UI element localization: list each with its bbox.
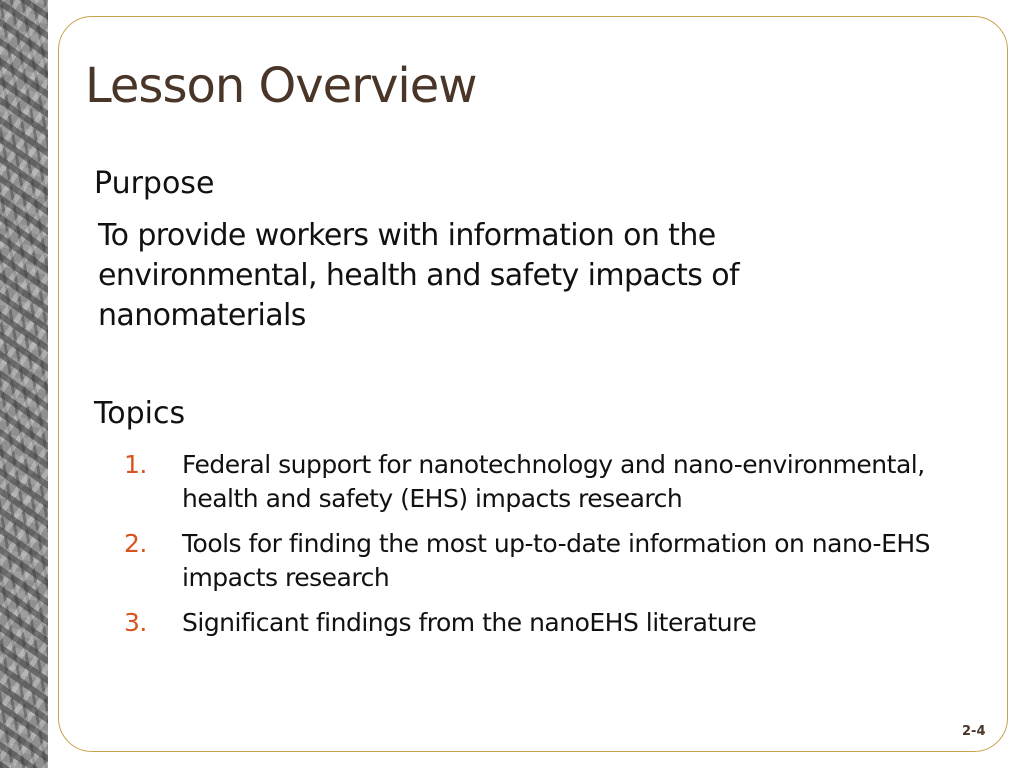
- topic-item: [124, 527, 994, 595]
- topic-number: 1.: [124, 450, 147, 479]
- topic-item: [124, 448, 994, 516]
- topics-heading: Topics: [94, 396, 186, 431]
- topic-number: 2.: [124, 529, 147, 558]
- topic-number: 3.: [124, 608, 147, 637]
- purpose-text: To provide workers with information on the environmental, health and safety impacts of nanomaterials: [98, 218, 739, 333]
- slide-number: 2-4: [962, 724, 986, 739]
- topic-text: Tools for finding the most up-to-date information on nano-EHS impacts research: [182, 529, 931, 592]
- topic-item: [124, 606, 994, 640]
- purpose-heading: Purpose: [94, 166, 215, 201]
- decorative-texture-strip: [0, 0, 48, 768]
- topic-text: Federal support for nanotechnology and nano-environmental, health and safety (EHS) impacts research: [182, 450, 925, 513]
- topics-list: [124, 448, 994, 651]
- slide-title: Lesson Overview: [85, 58, 477, 114]
- topic-text: Significant findings from the nanoEHS literature: [182, 608, 757, 637]
